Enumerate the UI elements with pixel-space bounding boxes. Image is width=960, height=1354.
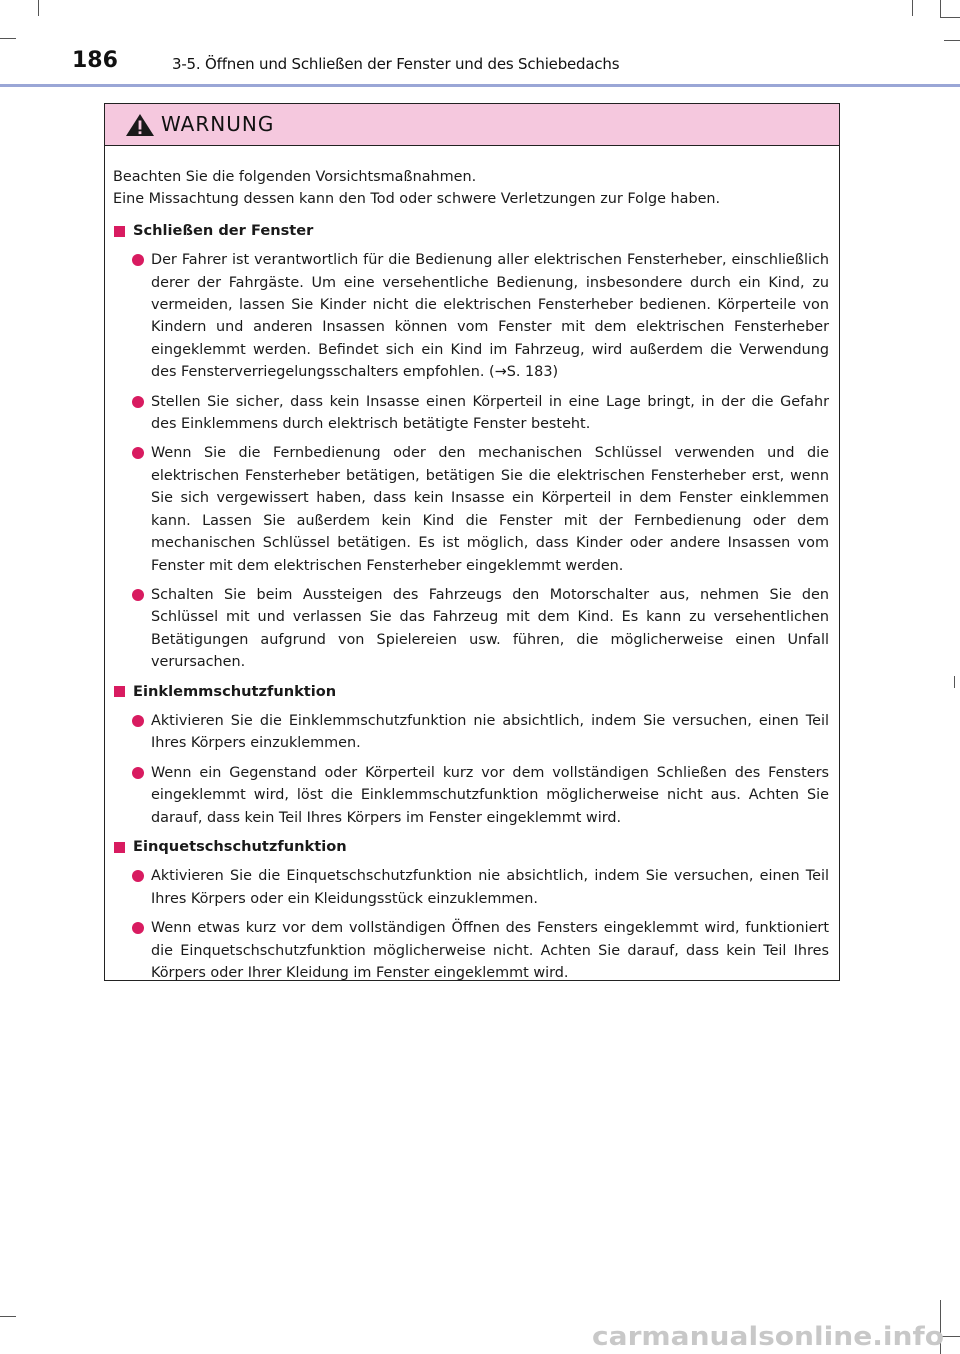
warning-title: WARNUNG xyxy=(161,112,275,136)
section-heading-label: Einquetschschutzfunktion xyxy=(133,837,347,855)
watermark xyxy=(590,1318,950,1352)
list-item-text: Wenn ein Gegenstand oder Körperteil kurz vor dem vollständigen Schließen des Fensters eingeklemmt wird, löst die Einklemmschutzfunktion möglicherweise nicht aus. Achten Sie darauf, dass kein Teil Ihres Körpers im Fenster eingeklemmt wird. xyxy=(151,764,829,826)
round-bullet-icon xyxy=(132,589,144,601)
square-bullet-icon xyxy=(114,842,125,853)
square-bullet-icon xyxy=(114,686,125,697)
round-bullet-icon xyxy=(132,254,144,266)
intro-line: Eine Missachtung dessen kann den Tod oder schwere Verletzungen zur Folge haben. xyxy=(113,191,721,208)
page-header xyxy=(0,0,960,88)
round-bullet-icon xyxy=(132,767,144,779)
list-item-text: Wenn etwas kurz vor dem vollständigen Öffnen des Fensters eingeklemmt wird, funktioniert die Einquetschschutzfunktion möglicherweise nicht. Achten Sie darauf, dass kein Teil Ihres Körpers oder Ihrer Kleidung im Fenster eingeklemmt wird. xyxy=(151,920,829,981)
list-item-text: Aktivieren Sie die Einquetschschutzfunktion nie absichtlich, indem Sie versuchen, einen Teil Ihres Körpers oder ein Kleidungsstück einzuklemmen. xyxy=(151,868,829,907)
warning-triangle-icon xyxy=(125,113,155,137)
section-heading-label: Einklemmschutzfunktion xyxy=(133,682,337,700)
round-bullet-icon xyxy=(132,922,144,934)
crop-mark xyxy=(954,676,955,688)
list-item xyxy=(113,865,829,910)
section-heading-label: Schließen der Fenster xyxy=(133,221,314,239)
section-heading xyxy=(113,220,829,242)
warning-header xyxy=(105,104,839,146)
round-bullet-icon xyxy=(132,870,144,882)
list-item xyxy=(113,442,829,576)
list-item-text: Der Fahrer ist verantwortlich für die Bedienung aller elektrischen Fensterheber, einschließlich derer der Fahrgäste. Um eine versehentliche Bedienung, insbesondere durch ein Kind, zu vermeiden, lassen Sie Kinder nicht die elektrischen Fensterheber bedienen. Körperteile von Kindern und anderen Insassen können vom Fenster mit dem elektrischen Fensterheber eingeklemmt werden. Befindet sich ein Kind im Fahrzeug, wird außerdem die Verwendung des Fensterverriegelungsschalters empfohlen. (→S. 183) xyxy=(151,252,829,381)
warning-box xyxy=(104,103,840,981)
page-number: 186 xyxy=(72,48,118,73)
list-item xyxy=(113,584,829,674)
intro-line: Beachten Sie die folgenden Vorsichtsmaßnahmen. xyxy=(113,169,477,185)
round-bullet-icon xyxy=(132,396,144,408)
warning-body xyxy=(105,146,839,984)
list-item-text: Stellen Sie sicher, dass kein Insasse einen Körperteil in eine Lage bringt, in der die Gefahr des Einklemmens durch elektrisch betätigte Fenster besteht. xyxy=(151,393,829,433)
section-heading xyxy=(113,836,829,858)
round-bullet-icon xyxy=(132,715,144,727)
section-title: 3-5. Öffnen und Schließen der Fenster und des Schiebedachs xyxy=(172,55,620,73)
list-item xyxy=(113,917,829,984)
list-item-text: Wenn Sie die Fernbedienung oder den mechanischen Schlüssel verwenden und die elektrischen Fensterheber betätigen, betätigen Sie die elektrischen Fensterheber erst, wenn Sie sich vergewissert haben, dass kein Insasse ein Körperteil in dem Fenster einklemmen kann. Lassen Sie außerdem kein Kind die Fenster mit der Fernbedienung oder dem mechanischen Schlüssel betätigen. Es ist möglich, dass Kinder oder andere Insassen vom Fenster mit dem elektrischen Fensterheber eingeklemmt werden. xyxy=(151,445,829,574)
list-item xyxy=(113,710,829,755)
list-item-text: Schalten Sie beim Aussteigen des Fahrzeugs den Motorschalter aus, nehmen Sie den Schlüssel mit und verlassen Sie das Fahrzeug mit dem Kind. Es kann zu versehentlichen Betätigungen aufgrund von Spielereien usw. führen, die möglicherweise einen Unfall verursachen. xyxy=(151,586,829,671)
list-item xyxy=(113,391,829,436)
round-bullet-icon xyxy=(132,447,144,459)
list-item-text: Aktivieren Sie die Einklemmschutzfunktion nie absichtlich, indem Sie versuchen, einen Teil Ihres Körpers einzuklemmen. xyxy=(151,712,829,752)
list-item xyxy=(113,249,829,383)
section-heading xyxy=(113,681,829,703)
header-rule xyxy=(0,84,960,87)
warning-intro xyxy=(113,166,829,211)
square-bullet-icon xyxy=(114,226,125,237)
watermark-text: carmanualsonline.info xyxy=(592,1322,944,1352)
crop-mark xyxy=(0,1316,16,1317)
list-item xyxy=(113,762,829,829)
